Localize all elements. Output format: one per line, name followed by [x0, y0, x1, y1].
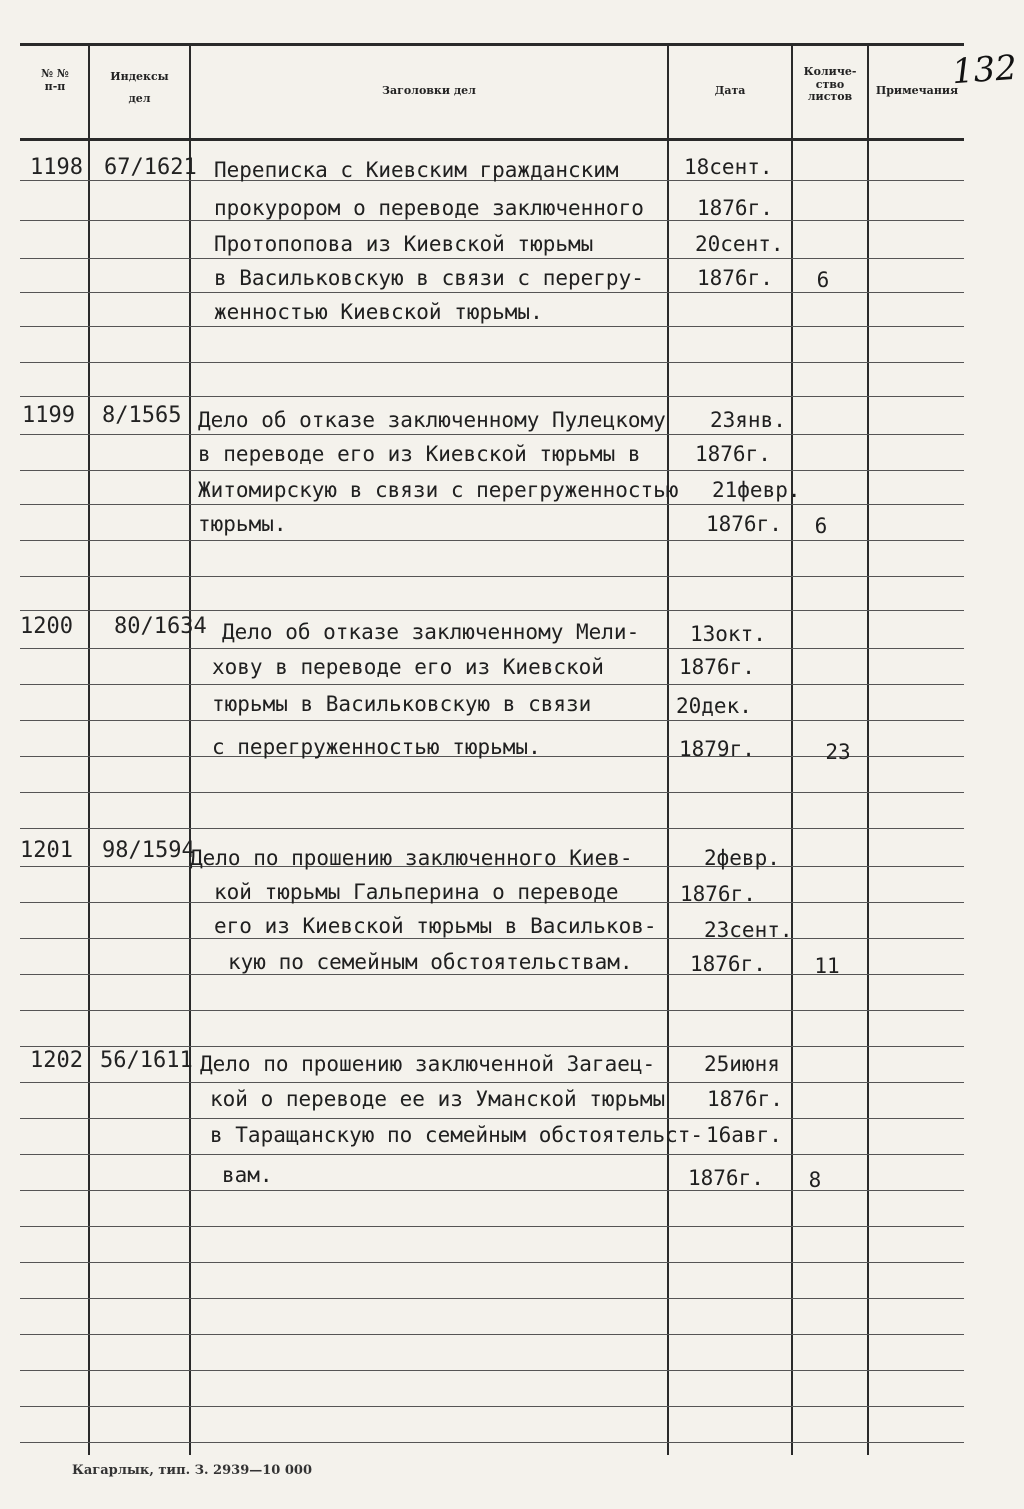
row-index: 67/1621	[104, 155, 197, 180]
folio-number: 132	[950, 47, 1019, 93]
header-notes-col: Примечания	[875, 84, 959, 97]
title-line: Дело об отказе заключенному Пулецкому	[198, 408, 666, 432]
date-line: 25июня	[704, 1052, 780, 1076]
date-line: 20дек.	[676, 694, 752, 718]
row-index: 56/1611	[100, 1048, 193, 1073]
title-line: кой тюрьмы Гальперина о переводе	[214, 880, 619, 904]
title-line: тюрьмы в Васильковскую в связи	[212, 692, 592, 716]
title-line: тюрьмы.	[198, 512, 287, 536]
date-line: 13окт.	[690, 622, 766, 646]
header-bottom-rule	[20, 138, 964, 141]
title-line: кой о переводе ее из Уманской тюрьмы	[210, 1087, 666, 1111]
date-line: 23сент.	[704, 918, 793, 942]
title-line: хову в переводе его из Киевской	[212, 655, 604, 679]
sheet-count: 6	[816, 268, 830, 292]
title-line: в переводе его из Киевской тюрьмы в	[198, 442, 641, 466]
title-line: вам.	[222, 1163, 273, 1187]
title-line: Житомирскую в связи с перегруженностью	[198, 478, 679, 502]
row-number: 1201	[20, 838, 73, 863]
title-line: в Таращанскую по семейным обстоятельст-	[210, 1123, 704, 1147]
title-line: прокурором о переводе заключенного	[214, 196, 644, 220]
date-line: 20сент.	[695, 232, 784, 256]
column-rule-4	[791, 45, 793, 1455]
title-line: Дело по прошению заключенного Киев-	[190, 846, 633, 870]
row-index: 8/1565	[102, 403, 182, 428]
title-line: Переписка с Киевским гражданским	[214, 158, 619, 182]
sheet-count: 6	[814, 514, 828, 538]
date-line: 18сент.	[684, 155, 773, 179]
date-line: 1879г.	[679, 737, 755, 761]
date-line: 21февр.	[712, 478, 801, 502]
header-index-col: Индексы дел	[110, 70, 169, 105]
header-top-rule	[20, 43, 964, 46]
date-line: 1876г.	[697, 196, 773, 220]
row-number: 1199	[22, 403, 75, 428]
column-rule-3	[667, 45, 669, 1455]
header-date-col: Дата	[714, 84, 746, 97]
title-line: Дело об отказе заключенному Мели-	[222, 620, 640, 644]
printer-imprint: Кагарлык, тип. З. 2939—10 000	[72, 1463, 312, 1478]
row-number: 1198	[30, 155, 83, 180]
date-line: 1876г.	[695, 442, 771, 466]
title-line: женностью Киевской тюрьмы.	[214, 300, 543, 324]
sheet-count: 23	[825, 740, 851, 764]
header-count-col: Количе- ство листов	[803, 65, 857, 104]
row-index: 98/1594	[102, 838, 195, 863]
header-title-col: Заголовки дел	[382, 84, 476, 97]
date-line: 1876г.	[690, 952, 766, 976]
column-rule-2	[189, 45, 191, 1455]
date-line: 1876г.	[680, 882, 756, 906]
date-line: 2февр.	[704, 846, 780, 870]
title-line: Протопопова из Киевской тюрьмы	[214, 232, 594, 256]
date-line: 16авг.	[706, 1123, 782, 1147]
title-line: его из Киевской тюрьмы в Васильков-	[214, 914, 657, 938]
row-index: 80/1634	[114, 614, 207, 639]
date-line: 1876г.	[706, 512, 782, 536]
date-line: 1876г.	[707, 1087, 783, 1111]
column-rule-1	[88, 45, 90, 1455]
title-line: с перегруженностью тюрьмы.	[212, 735, 541, 759]
title-line: Дело по прошению заключенной Загаец-	[200, 1052, 656, 1076]
sheet-count: 8	[808, 1168, 822, 1192]
date-line: 1876г.	[688, 1166, 764, 1190]
title-line: в Васильковскую в связи с перегру-	[214, 266, 644, 290]
row-number: 1202	[30, 1048, 83, 1073]
title-line: кую по семейным обстоятельствам.	[228, 950, 633, 974]
header-num-col: № № п-п	[41, 67, 69, 93]
date-line: 1876г.	[697, 266, 773, 290]
sheet-count: 11	[814, 954, 840, 978]
date-line: 1876г.	[679, 655, 755, 679]
row-number: 1200	[20, 614, 73, 639]
date-line: 23янв.	[710, 408, 786, 432]
